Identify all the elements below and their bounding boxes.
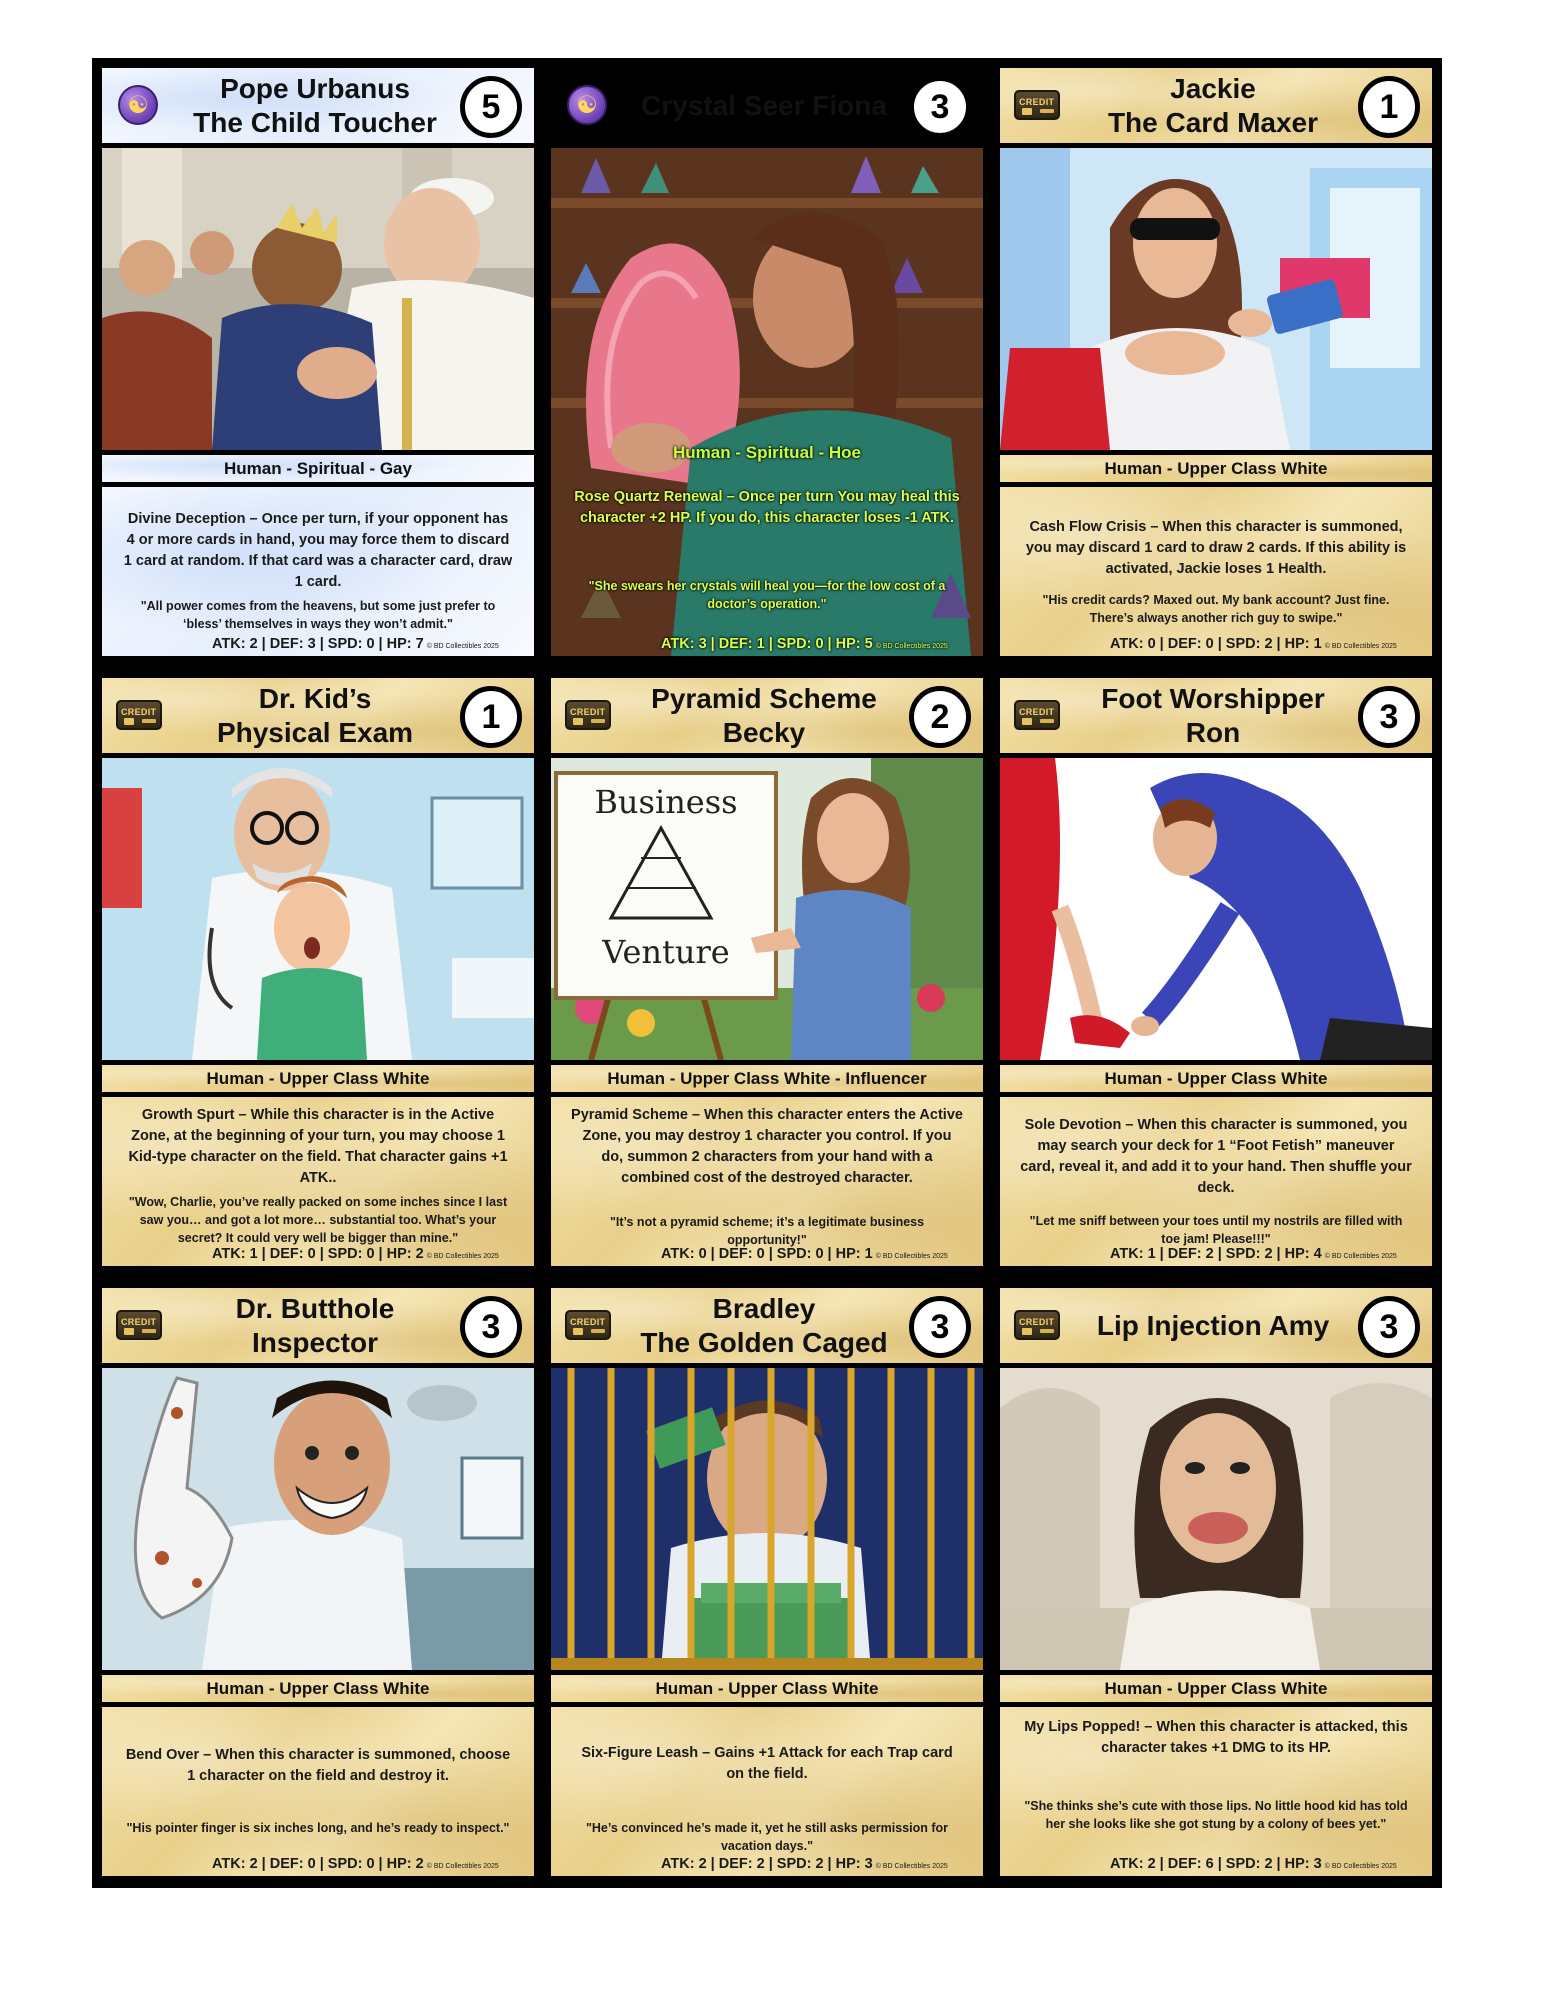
flavor-quote: "He’s convinced he’s made it, yet he still asks permission for vacation days.": [585, 1821, 949, 1853]
stats-text: ATK: 0 | DEF: 0 | SPD: 2 | HP: 1: [1110, 636, 1322, 652]
stat-line: [1110, 636, 1397, 652]
stat-line: [1110, 1856, 1397, 1872]
stats-text: ATK: 1 | DEF: 2 | SPD: 2 | HP: 4: [1110, 1246, 1322, 1262]
stat-line: [661, 1856, 948, 1872]
copyright-text: © BD Collectibles 2025: [426, 1863, 499, 1870]
ability-text: Bend Over – When this character is summoned, choose 1 character on the field and destroy it.: [125, 1747, 511, 1784]
stats-text: ATK: 3 | DEF: 1 | SPD: 0 | HP: 5: [661, 636, 873, 652]
card-art: [102, 148, 534, 455]
cost-badge: 1: [460, 686, 522, 748]
card-jackie[interactable]: [995, 63, 1437, 661]
easel-word-top: Business: [594, 783, 738, 821]
card-header: [1000, 1288, 1432, 1368]
stat-line: [212, 636, 499, 652]
card-title: Bradley The Golden Caged: [640, 1292, 888, 1358]
card-sheet: [92, 58, 1442, 1888]
card-title: Foot Worshipper Ron: [1101, 682, 1325, 748]
card-lip-injection-amy[interactable]: [995, 1283, 1437, 1881]
card-type-line: Human - Upper Class White: [1000, 455, 1432, 487]
copyright-text: © BD Collectibles 2025: [426, 1253, 499, 1260]
cost-badge: 3: [1358, 686, 1420, 748]
flavor-quote: "It’s not a pyramid scheme; it’s a legitimate business opportunity!": [609, 1215, 925, 1247]
card-header: [102, 68, 534, 148]
card-title: Crystal Seer Fiona: [641, 89, 887, 121]
ability-text: Six-Figure Leash – Gains +1 Attack for each Trap card on the field.: [581, 1745, 953, 1782]
credit-card-icon: [116, 1310, 162, 1340]
flavor-quote: "She swears her crystals will heal you—for the low cost of a doctor’s operation.": [588, 579, 946, 611]
cost-badge: 3: [460, 1296, 522, 1358]
copyright-text: © BD Collectibles 2025: [875, 643, 948, 650]
card-bradley[interactable]: [546, 1283, 988, 1881]
credit-label: CREDIT: [570, 1317, 606, 1327]
card-art: [551, 758, 983, 1065]
card-type-line: Human - Upper Class White - Influencer: [551, 1065, 983, 1097]
copyright-text: © BD Collectibles 2025: [426, 643, 499, 650]
flavor-quote: "Wow, Charlie, you’ve really packed on some inches since I last saw you… and got a lot more… substantial too. What’s your secret? It could very well be bigger than mine.": [128, 1195, 508, 1245]
credit-label: CREDIT: [121, 1317, 157, 1327]
card-header: [1000, 68, 1432, 148]
cost-badge: 5: [460, 76, 522, 138]
copyright-text: © BD Collectibles 2025: [1324, 643, 1397, 650]
stat-line: [661, 1246, 948, 1262]
cost-badge: 2: [909, 686, 971, 748]
card-type-line: Human - Upper Class White: [1000, 1675, 1432, 1707]
credit-card-icon: [565, 1310, 611, 1340]
card-dr-kids-physical-exam[interactable]: [97, 673, 539, 1271]
stat-line: [212, 1856, 499, 1872]
credit-card-icon: [565, 700, 611, 730]
card-art: [102, 1368, 534, 1675]
cost-badge: 1: [1358, 76, 1420, 138]
cost-badge: 3: [909, 1296, 971, 1358]
card-header: [551, 678, 983, 758]
stat-line: [212, 1246, 499, 1262]
credit-label: CREDIT: [1019, 97, 1055, 107]
ability-text: Sole Devotion – When this character is summoned, you may search your deck for 1 “Foot Fetish” maneuver card, reveal it, and add it to your hand. Then shuffle your deck.: [1020, 1117, 1412, 1196]
ability-text: My Lips Popped! – When this character is attacked, this character takes +1 DMG to its HP.: [1024, 1719, 1408, 1756]
card-pope-urbanus[interactable]: [97, 63, 539, 661]
card-art: [1000, 148, 1432, 455]
card-foot-worshipper-ron[interactable]: [995, 673, 1437, 1271]
card-header: [102, 1288, 534, 1368]
stats-text: ATK: 2 | DEF: 3 | SPD: 0 | HP: 7: [212, 636, 424, 652]
ability-text: Pyramid Scheme – When this character enters the Active Zone, you may destroy 1 character you control. If you do, summon 2 characters from your hand with a combined cost of the destroyed character.: [571, 1107, 963, 1186]
card-dr-butthole-inspector[interactable]: [97, 1283, 539, 1881]
card-text-box: [102, 1097, 534, 1266]
credit-label: CREDIT: [1019, 707, 1055, 717]
card-title: Dr. Butthole Inspector: [235, 1292, 395, 1358]
card-title: Jackie The Card Maxer: [1107, 72, 1319, 138]
stats-text: ATK: 2 | DEF: 0 | SPD: 0 | HP: 2: [212, 1856, 424, 1872]
copyright-text: © BD Collectibles 2025: [875, 1863, 948, 1870]
cost-badge: 3: [909, 76, 971, 138]
stats-text: ATK: 2 | DEF: 6 | SPD: 2 | HP: 3: [1110, 1856, 1322, 1872]
card-type-line: Human - Spiritual - Hoe: [673, 443, 861, 462]
credit-card-icon: [116, 700, 162, 730]
card-header: [551, 1288, 983, 1368]
card-type-line: Human - Spiritual - Gay: [102, 455, 534, 487]
flavor-quote: "His pointer finger is six inches long, and he’s ready to inspect.": [126, 1821, 510, 1835]
ability-text: Divine Deception – Once per turn, if your opponent has 4 or more cards in hand, you may force them to discard 1 card at random. If that card was a character card, draw 1 card.: [123, 511, 513, 590]
yin-yang-icon: ☯: [567, 85, 607, 125]
card-art: [102, 758, 534, 1065]
card-header: [102, 678, 534, 758]
stat-line: [661, 636, 948, 652]
card-type-line: Human - Upper Class White: [102, 1065, 534, 1097]
flavor-quote: "Let me sniff between your toes until my nostrils are filled with toe jam! Please!!!": [1029, 1214, 1403, 1246]
card-text-box: [102, 487, 534, 656]
card-text-box: [551, 1707, 983, 1876]
card-type-line: Human - Upper Class White: [551, 1675, 983, 1707]
copyright-text: © BD Collectibles 2025: [1324, 1863, 1397, 1870]
card-text-box: [551, 487, 983, 656]
stats-text: ATK: 0 | DEF: 0 | SPD: 0 | HP: 1: [661, 1246, 873, 1262]
ability-text: Rose Quartz Renewal – Once per turn You may heal this character +2 HP. If you do, this character loses -1 ATK.: [574, 489, 960, 526]
stats-text: ATK: 1 | DEF: 0 | SPD: 0 | HP: 2: [212, 1246, 424, 1262]
flavor-quote: "His credit cards? Maxed out. My bank account? Just fine. There’s always another rich guy to swipe.": [1042, 593, 1390, 625]
card-art: [551, 1368, 983, 1675]
easel-word-bottom: Venture: [602, 933, 730, 971]
copyright-text: © BD Collectibles 2025: [1324, 1253, 1397, 1260]
card-text-box: [1000, 1097, 1432, 1266]
card-art: [1000, 758, 1432, 1065]
ability-text: Growth Spurt – While this character is in the Active Zone, at the beginning of your turn, you may choose 1 Kid-type character on the field. That character gains +1 ATK..: [128, 1107, 508, 1186]
flavor-quote: "All power comes from the heavens, but some just prefer to ‘bless’ themselves in ways they won’t admit.": [140, 599, 496, 631]
stats-text: ATK: 2 | DEF: 2 | SPD: 2 | HP: 3: [661, 1856, 873, 1872]
stat-line: [1110, 1246, 1397, 1262]
credit-card-icon: [1014, 90, 1060, 120]
card-title: Dr. Kid’s Physical Exam: [216, 682, 414, 748]
cost-badge: 3: [1358, 1296, 1420, 1358]
card-title: Lip Injection Amy: [1096, 1309, 1330, 1341]
card-title: Pyramid Scheme Becky: [651, 682, 877, 748]
card-text-box: [1000, 487, 1432, 656]
card-art: [1000, 1368, 1432, 1675]
card-type-line: Human - Upper Class White: [1000, 1065, 1432, 1097]
credit-card-icon: [1014, 1310, 1060, 1340]
card-pyramid-scheme-becky[interactable]: [546, 673, 988, 1271]
card-crystal-seer-fiona[interactable]: [546, 63, 988, 661]
card-title: Pope Urbanus The Child Toucher: [193, 72, 437, 138]
card-header: [551, 68, 983, 148]
copyright-text: © BD Collectibles 2025: [875, 1253, 948, 1260]
card-text-box: [1000, 1707, 1432, 1876]
credit-card-icon: [1014, 700, 1060, 730]
ability-text: Cash Flow Crisis – When this character is summoned, you may discard 1 card to draw 2 cards. If this ability is activated, Jackie loses 1 Health.: [1025, 519, 1407, 577]
credit-label: CREDIT: [1019, 1317, 1055, 1327]
card-type-line: Human - Upper Class White: [102, 1675, 534, 1707]
flavor-quote: "She thinks she’s cute with those lips. No little hood kid has told her she looks like she got stung by a colony of bees yet.": [1024, 1799, 1408, 1831]
card-header: [1000, 678, 1432, 758]
card-text-box: [102, 1707, 534, 1876]
yin-yang-icon: ☯: [118, 85, 158, 125]
credit-label: CREDIT: [570, 707, 606, 717]
card-text-box: [551, 1097, 983, 1266]
credit-label: CREDIT: [121, 707, 157, 717]
